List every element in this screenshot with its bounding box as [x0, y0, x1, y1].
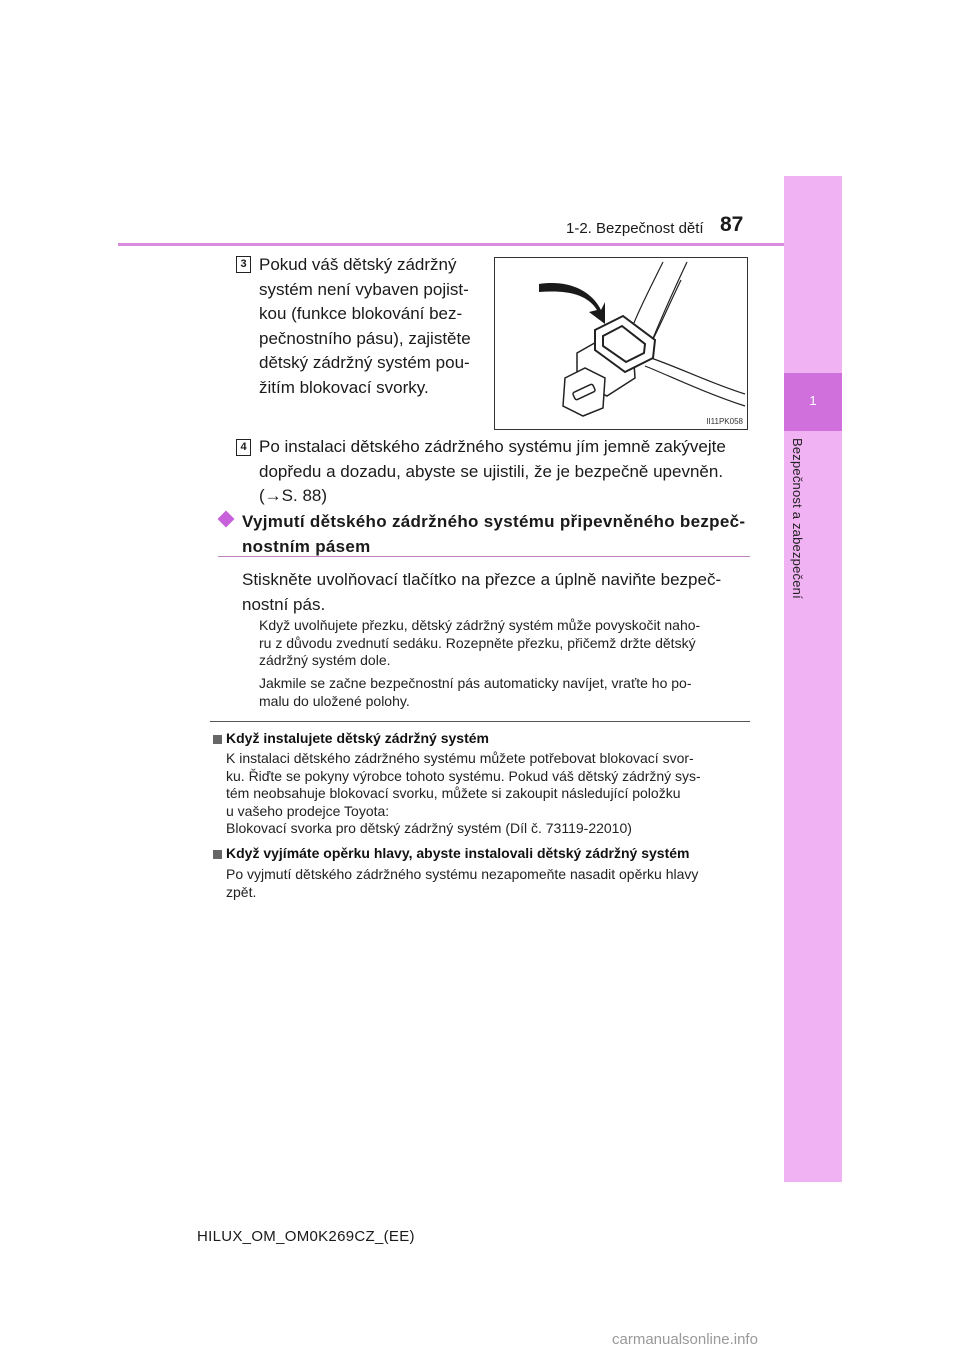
section-instruction	[242, 568, 749, 617]
section-rule	[218, 556, 750, 557]
notes-body-2	[226, 866, 749, 901]
note-line: ru z důvodu zvednutí sedáku. Rozepněte přezku, přičemž držte dětský	[259, 634, 696, 651]
diamond-bullet-icon	[218, 511, 235, 528]
note-line: malu do uložené polohy.	[259, 692, 410, 709]
section-heading-line: Vyjmutí dětského zádržného systému připevněného bezpeč-	[242, 512, 746, 531]
side-tab	[784, 176, 842, 1182]
step-3-line: Pokud váš dětský zádržný	[259, 255, 457, 274]
notes-body-1	[226, 750, 749, 838]
notes-heading-1: Když instalujete dětský zádržný systém	[226, 730, 489, 746]
step-4-line: dopředu a dozadu, abyste se ujistili, že je bezpečně upevněn.	[259, 461, 724, 481]
step-number-4: 4	[236, 439, 251, 456]
step-number-3: 3	[236, 256, 251, 273]
page-number: 87	[720, 213, 744, 236]
side-tab-label: Bezpečnost a zabezpečení	[790, 438, 805, 599]
instruction-line: nostní pás.	[242, 594, 326, 614]
step-4-line: Po instalaci dětského zádržného systému jím jemně zakývejte	[259, 437, 726, 456]
section-heading-line: nostním pásem	[242, 537, 371, 556]
notes-line: zpět.	[226, 883, 257, 900]
section-note-2	[259, 675, 749, 710]
step-3-line: systém není vybaven pojist-	[259, 279, 469, 299]
notes-line: u vašeho prodejce Toyota:	[226, 802, 390, 819]
notes-heading-2: Když vyjímáte opěrku hlavy, abyste instalovali dětský zádržný systém	[226, 845, 690, 861]
footer-code: HILUX_OM_OM0K269CZ_(EE)	[197, 1228, 415, 1245]
step-3-line: dětský zádržný systém pou-	[259, 353, 470, 372]
section-note-1	[259, 617, 749, 670]
notes-line: K instalaci dětského zádržného systému můžete potřebovat blokovací svor-	[226, 750, 694, 766]
square-bullet-icon	[213, 735, 222, 744]
note-line: Když uvolňujete přezku, dětský zádržný systém může povyskočit naho-	[259, 617, 701, 633]
step-3-text	[259, 253, 479, 400]
chapter-title: 1-2. Bezpečnost dětí	[566, 220, 704, 237]
notes-rule	[210, 721, 750, 722]
instruction-line: Stiskněte uvolňovací tlačítko na přezce a úplně naviňte bezpeč-	[242, 570, 722, 589]
step-4-text	[259, 435, 749, 509]
note-line: Jakmile se začne bezpečnostní pás automaticky navíjet, vraťte ho po-	[259, 675, 692, 691]
locking-clip-illustration	[495, 258, 747, 429]
notes-line: tém neobsahuje blokovací svorku, můžete si zakoupit následující položku	[226, 785, 681, 801]
notes-line: Blokovací svorka pro dětský zádržný systém (Díl č. 73119-22010)	[226, 820, 632, 836]
header-rule	[118, 243, 784, 246]
step-3-line: pečnostního pásu), zajistěte	[259, 328, 471, 348]
step-4-line: (→S. 88)	[259, 486, 328, 505]
note-line: zádržný systém dole.	[259, 652, 391, 668]
step-3-line: žitím blokovací svorky.	[259, 377, 429, 397]
watermark: carmanualsonline.info	[612, 1331, 758, 1348]
locking-clip-figure	[494, 257, 748, 430]
notes-line: Po vyjmutí dětského zádržného systému nezapomeňte nasadit opěrku hlavy	[226, 866, 699, 882]
square-bullet-icon	[213, 850, 222, 859]
figure-code: II11PK058	[706, 417, 743, 426]
notes-line: ku. Řiďte se pokyny výrobce tohoto systému. Pokud váš dětský zádržný sys-	[226, 767, 701, 784]
side-tab-number: 1	[809, 393, 817, 408]
step-3-line: kou (funkce blokování bez-	[259, 304, 463, 323]
section-heading	[242, 509, 749, 559]
